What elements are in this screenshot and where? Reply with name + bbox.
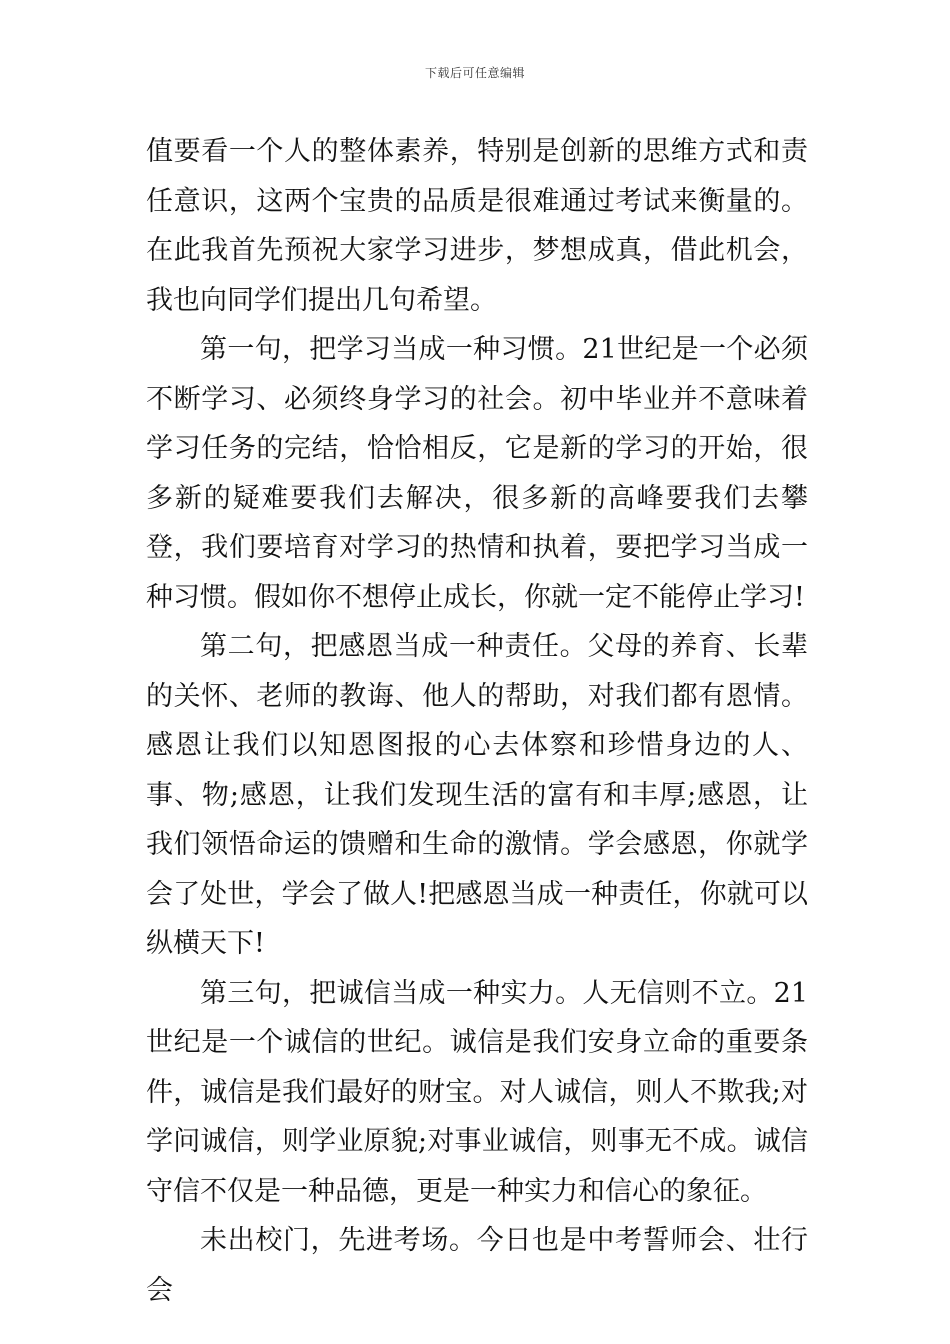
paragraph-exam-rally: 未出校门，先进考场。今日也是中考誓师会、壮行会: [146, 1225, 808, 1306]
page-header-note: 下载后可任意编辑: [424, 66, 525, 80]
document-body: [146, 127, 808, 1315]
paragraph-continuation: 值要看一个人的整体素养，特别是创新的思维方式和责任意识，这两个宝贵的品质是很难通过考试来衡量的。在此我首先预祝大家学习进步，梦想成真，借此机会，我也向同学们提出几句希望。: [146, 136, 808, 316]
paragraph-gratitude-responsibility: 第二句，把感恩当成一种责任。父母的养育、长辈的关怀、老师的教诲、他人的帮助，对我们都有恩情。感恩让我们以知恩图报的心去体察和珍惜身边的人、事、物;感恩，让我们发现生活的富有和丰厚;感恩，让我们领悟命运的馈赠和生命的激情。学会感恩，你就学会了处世，学会了做人!把感恩当成一种责任，你就可以纵横天下!: [146, 631, 808, 959]
paragraph-integrity-strength: 第三句，把诚信当成一种实力。人无信则不立。21世纪是一个诚信的世纪。诚信是我们安身立命的重要条件，诚信是我们最好的财宝。对人诚信，则人不欺我;对学问诚信，则学业原貌;对事业诚信，则事无不成。诚信守信不仅是一种品德，更是一种实力和信心的象征。: [146, 977, 808, 1207]
paragraph-learning-habit: 第一句，把学习当成一种习惯。21世纪是一个必须不断学习、必须终身学习的社会。初中毕业并不意味着学习任务的完结，恰恰相反，它是新的学习的开始，很多新的疑难要我们去解决，很多新的高峰要我们去攀登，我们要培育对学习的热情和执着，要把学习当成一种习惯。假如你不想停止成长，你就一定不能停止学习!: [146, 334, 808, 613]
